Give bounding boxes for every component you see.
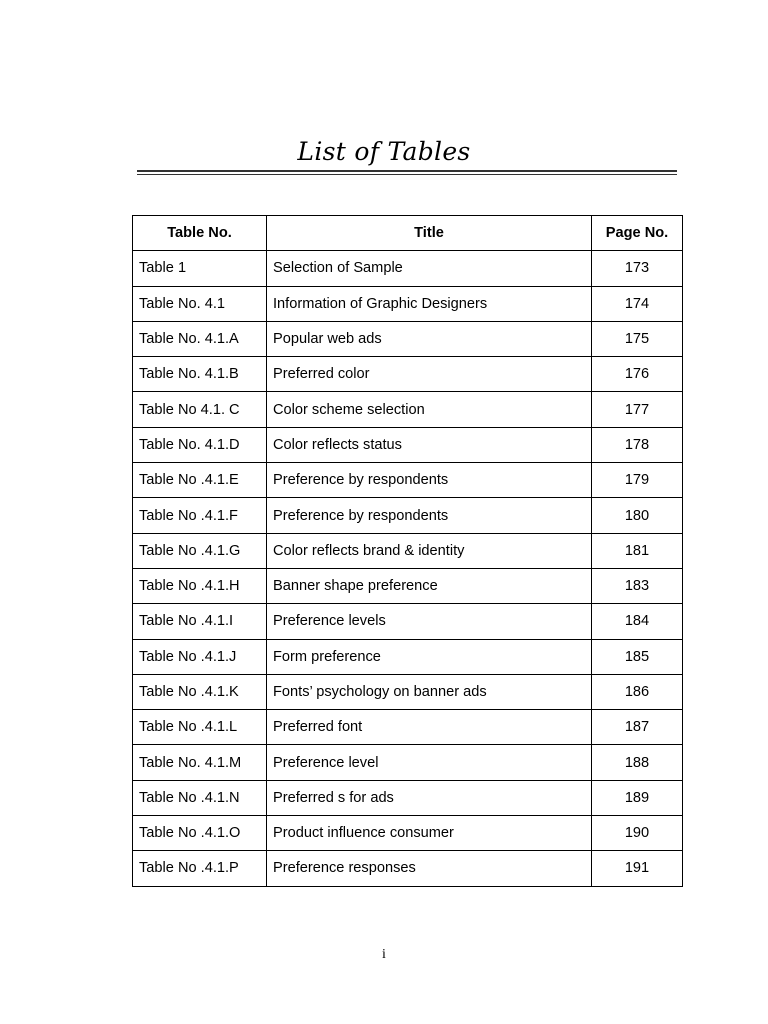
- table-row: [133, 286, 683, 321]
- title-cell: Selection of Sample: [267, 251, 592, 286]
- page-no-cell: 189: [592, 780, 683, 815]
- title-cell: Color reflects brand & identity: [267, 533, 592, 568]
- page-no-cell: 188: [592, 745, 683, 780]
- header-page-no: Page No.: [592, 216, 683, 251]
- table-row: [133, 463, 683, 498]
- table-row: [133, 533, 683, 568]
- table-no-cell: Table No .4.1.G: [133, 533, 267, 568]
- table-row: [133, 498, 683, 533]
- title-cell: Color scheme selection: [267, 392, 592, 427]
- table-row: [133, 851, 683, 886]
- title-cell: Preference responses: [267, 851, 592, 886]
- title-cell: Product influence consumer: [267, 816, 592, 851]
- table-row: [133, 568, 683, 603]
- page-no-cell: 173: [592, 251, 683, 286]
- table-row: [133, 816, 683, 851]
- table-no-cell: Table No. 4.1: [133, 286, 267, 321]
- table-no-cell: Table No .4.1.F: [133, 498, 267, 533]
- page-no-cell: 186: [592, 674, 683, 709]
- title-cell: Fonts’ psychology on banner ads: [267, 674, 592, 709]
- title-cell: Color reflects status: [267, 427, 592, 462]
- page-no-cell: 190: [592, 816, 683, 851]
- title-rule-thick: [137, 170, 677, 172]
- table-no-cell: Table No .4.1.O: [133, 816, 267, 851]
- title-cell: Preference by respondents: [267, 463, 592, 498]
- page-no-cell: 191: [592, 851, 683, 886]
- title-rule-thin: [137, 174, 677, 175]
- title-cell: Information of Graphic Designers: [267, 286, 592, 321]
- page-no-cell: 180: [592, 498, 683, 533]
- table-row: [133, 745, 683, 780]
- table-body: [133, 251, 683, 886]
- page-no-cell: 179: [592, 463, 683, 498]
- page-no-cell: 178: [592, 427, 683, 462]
- table-no-cell: Table No 4.1. C: [133, 392, 267, 427]
- table-row: [133, 321, 683, 356]
- page-no-cell: 185: [592, 639, 683, 674]
- table-row: [133, 674, 683, 709]
- page-no-cell: 176: [592, 357, 683, 392]
- title-cell: Banner shape preference: [267, 568, 592, 603]
- page-no-cell: 184: [592, 604, 683, 639]
- table-row: [133, 427, 683, 462]
- table-no-cell: Table No. 4.1.D: [133, 427, 267, 462]
- table-row: [133, 392, 683, 427]
- page-no-cell: 174: [592, 286, 683, 321]
- table-row: [133, 710, 683, 745]
- table-no-cell: Table No .4.1.K: [133, 674, 267, 709]
- title-cell: Preference by respondents: [267, 498, 592, 533]
- page-no-cell: 175: [592, 321, 683, 356]
- table-no-cell: Table No .4.1.N: [133, 780, 267, 815]
- table-row: [133, 357, 683, 392]
- page-number: i: [382, 947, 386, 962]
- page-no-cell: 187: [592, 710, 683, 745]
- table-no-cell: Table No .4.1.H: [133, 568, 267, 603]
- table-no-cell: Table No .4.1.P: [133, 851, 267, 886]
- table-row: [133, 639, 683, 674]
- table-no-cell: Table No. 4.1.B: [133, 357, 267, 392]
- table-header-row: [133, 216, 683, 251]
- table-row: [133, 604, 683, 639]
- title-cell: Preferred color: [267, 357, 592, 392]
- table-no-cell: Table No .4.1.L: [133, 710, 267, 745]
- table-no-cell: Table No .4.1.I: [133, 604, 267, 639]
- title-cell: Popular web ads: [267, 321, 592, 356]
- title-cell: Preferred font: [267, 710, 592, 745]
- table-no-cell: Table No .4.1.E: [133, 463, 267, 498]
- table-row: [133, 780, 683, 815]
- page-title: List of Tables: [297, 136, 471, 166]
- header-table-no: Table No.: [133, 216, 267, 251]
- table-no-cell: Table No. 4.1.M: [133, 745, 267, 780]
- page-no-cell: 183: [592, 568, 683, 603]
- header-title: Title: [267, 216, 592, 251]
- title-cell: Preferred s for ads: [267, 780, 592, 815]
- table-no-cell: Table No .4.1.J: [133, 639, 267, 674]
- title-cell: Preference level: [267, 745, 592, 780]
- page-no-cell: 181: [592, 533, 683, 568]
- list-of-tables: [132, 215, 683, 887]
- title-cell: Preference levels: [267, 604, 592, 639]
- table-row: [133, 251, 683, 286]
- title-cell: Form preference: [267, 639, 592, 674]
- page-no-cell: 177: [592, 392, 683, 427]
- table-no-cell: Table 1: [133, 251, 267, 286]
- table-no-cell: Table No. 4.1.A: [133, 321, 267, 356]
